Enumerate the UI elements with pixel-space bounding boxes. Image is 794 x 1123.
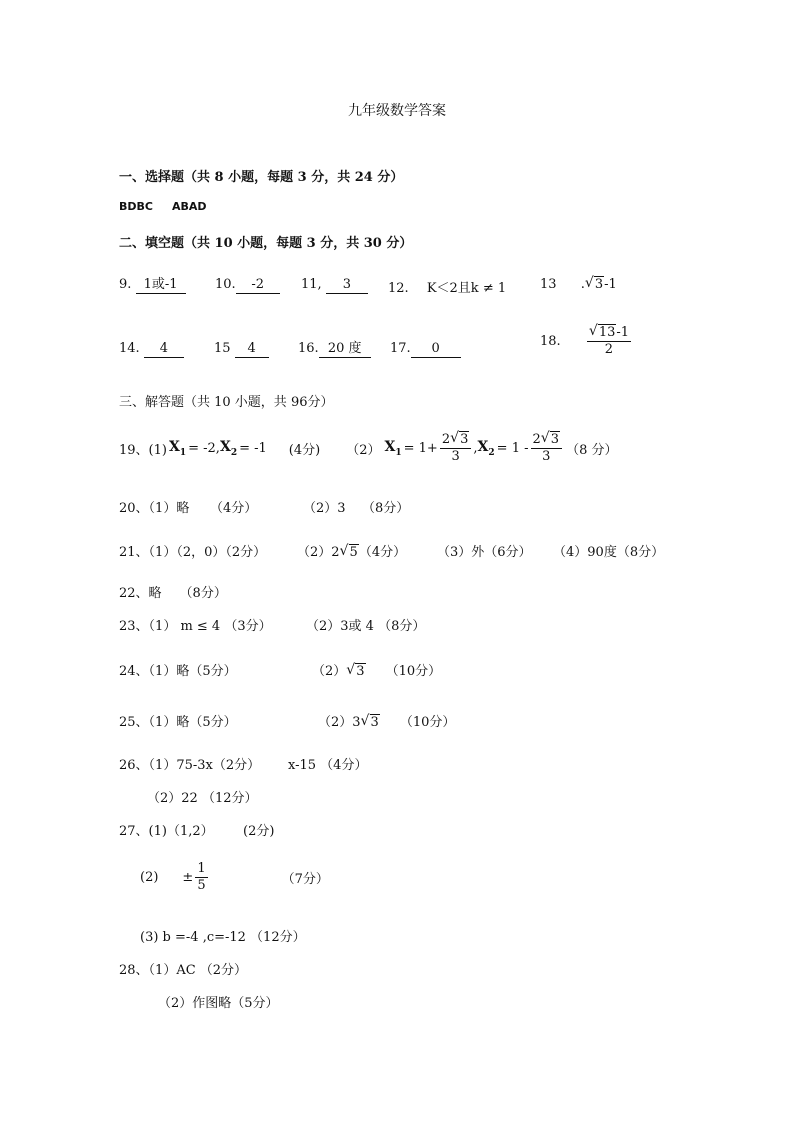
q19-p2-x2: $X_2$	[477, 438, 495, 458]
q24-p2: （2）√ 3 （10分）	[312, 660, 441, 679]
q10-answer: -2	[236, 278, 280, 294]
q10-label: 10.	[215, 277, 236, 292]
q13-suffix: -1	[604, 277, 617, 292]
q23-p1: 23、（1） m ≤ 4 （3分）	[119, 619, 272, 634]
q21-p4: （4）90度（8分）	[553, 545, 665, 560]
q16-label: 16.	[298, 341, 319, 356]
fill-q17	[390, 341, 461, 358]
q20-p2: （2）3	[303, 501, 346, 516]
fill-q11	[301, 277, 368, 294]
q19-p2-eq1: = 1+	[403, 440, 438, 456]
q27-p1: 27、(1)（1,2）	[119, 824, 214, 839]
q25-p1: 25、（1）略（5分）	[119, 715, 237, 730]
q19-score2: （8 分）	[566, 442, 618, 458]
q19-fraction-1: $\frac{2√ 3}{3}$	[440, 432, 472, 465]
q14-label: 14.	[119, 341, 140, 356]
fill-q18	[540, 325, 633, 358]
q19-x2-value: = -1	[239, 440, 267, 456]
q11-label: 11,	[301, 277, 322, 292]
section-2-heading: 二、填空题（共 10 小题，每题 3 分，共 30 分）	[119, 236, 413, 251]
fill-q15	[214, 341, 269, 358]
q18-den: 2	[604, 342, 614, 357]
q26-p1b: x-15 （4分）	[288, 758, 368, 773]
q12-label: 12.	[388, 281, 409, 296]
q27-pm: ±	[182, 869, 194, 885]
q19-score1: (4分)	[288, 442, 321, 458]
q13-radicand: 3	[594, 277, 604, 292]
q26-p1: 26、（1）75-3x（2分）	[119, 758, 261, 773]
q19-sep: ,	[473, 440, 478, 456]
fill-q12	[388, 277, 506, 296]
choice-answers-a: BDBC	[119, 200, 153, 213]
q19-fraction-2: $\frac{2√ 3}{3}$	[531, 432, 563, 465]
section-3-heading: 三、解答题（共 10 小题，共 96分）	[119, 395, 334, 410]
q19-x2: $X_2$	[219, 438, 238, 458]
q21-p2: （2）2√ 5（4分）	[297, 541, 406, 560]
solve-q19	[119, 428, 617, 468]
q17-answer: 0	[411, 342, 461, 358]
q24-p1: 24、（1）略（5分）	[119, 664, 237, 679]
q26-p2: （2）22 （12分）	[147, 791, 258, 806]
q27-s2: （7分）	[281, 871, 329, 887]
q27-p2-label: (2)	[140, 869, 159, 885]
q18-label: 18.	[540, 334, 561, 349]
q23-p2: （2）3或 4 （8分）	[306, 619, 426, 634]
q20-p1: 20、（1）略	[119, 501, 190, 516]
q19-p2-x1: $X_1$	[384, 438, 402, 458]
q13-prefix: .	[580, 277, 585, 292]
fill-q9	[119, 277, 186, 294]
q22: 22、略 （8分）	[119, 586, 227, 601]
fill-q16	[298, 341, 371, 358]
q27-p3: (3) b =-4 ,c=-12 （12分）	[140, 930, 306, 945]
fill-q14	[119, 341, 184, 358]
q19-part2-label: （2）	[346, 442, 381, 458]
q27-part2	[140, 857, 329, 897]
q17-label: 17.	[390, 341, 411, 356]
q19-x1-value: = -2,	[188, 440, 220, 456]
q28-p1: 28、（1）AC （2分）	[119, 963, 248, 978]
q15-label: 15	[214, 341, 231, 356]
q18-num-suffix: -1	[616, 325, 630, 340]
fill-q13	[540, 277, 617, 292]
page-title: 九年级数学答案	[348, 103, 446, 119]
q15-answer: 4	[235, 342, 269, 358]
fill-q10	[215, 277, 280, 294]
choice-answers-b: ABAD	[172, 200, 207, 213]
q16-answer: 20 度	[319, 342, 371, 358]
q21-p3: （3）外（6分）	[437, 545, 532, 560]
q13-sqrt	[585, 277, 604, 292]
q27-s1: (2分)	[243, 824, 275, 839]
q18-fraction	[587, 325, 631, 358]
q12-answer: K＜2且k ≠ 1	[426, 281, 507, 296]
q28-p2: （2）作图略（5分）	[158, 996, 279, 1011]
q14-answer: 4	[144, 342, 184, 358]
q9-answer: 1或-1	[136, 278, 186, 294]
q27-fraction: $\frac{1}{5}$	[197, 860, 206, 893]
q18-radicand: 13	[598, 325, 616, 340]
q21-p1: 21、（1）（2，0）（2分）	[119, 545, 267, 560]
q19-label: 19、(1)	[119, 442, 167, 458]
q9-label: 9.	[119, 277, 132, 292]
q13-label: 13	[540, 277, 557, 292]
q18-sqrt	[589, 325, 617, 341]
q11-answer: 3	[326, 278, 368, 294]
q20-s1: （4分）	[210, 501, 258, 516]
q19-x1: $X_1$	[168, 438, 187, 458]
section-1-heading: 一、选择题（共 8 小题，每题 3 分，共 24 分）	[119, 170, 404, 185]
q25-p2: （2）3√ 3 （10分）	[318, 711, 455, 730]
q19-p2-eq2: = 1 -	[496, 440, 529, 456]
q20-s2: （8分）	[362, 501, 410, 516]
